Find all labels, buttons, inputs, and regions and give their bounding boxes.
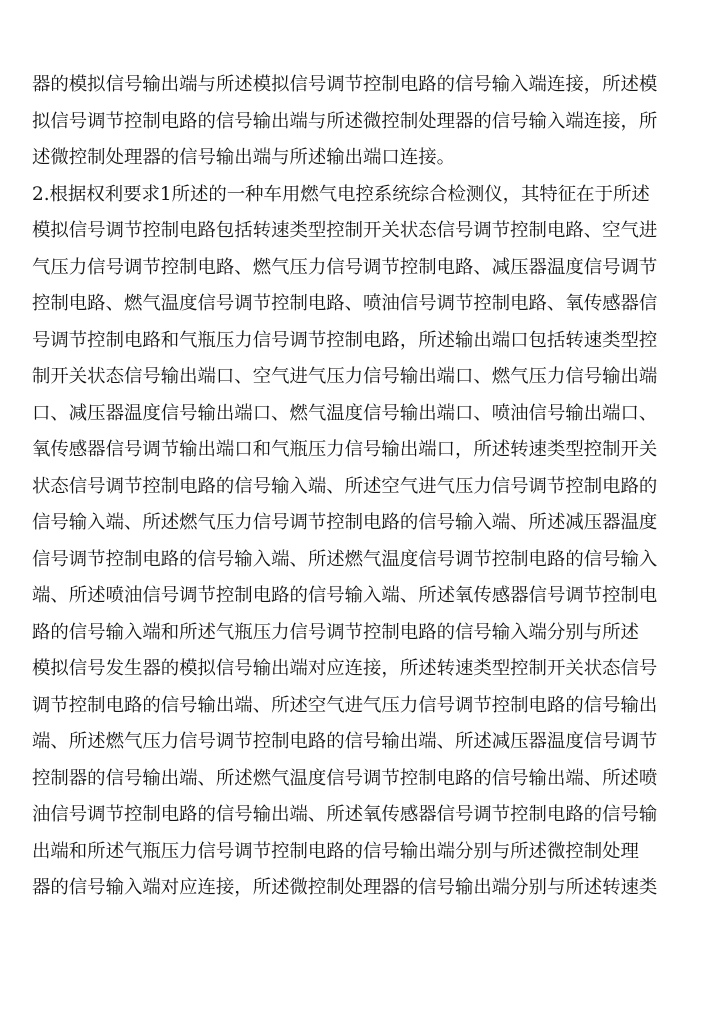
text-line: 控制器的信号输出端、所述燃气温度信号调节控制电路的信号输出端、所述喷 [32,767,658,789]
claim-2-first-line: 2.根据权利要求1所述的一种车用燃气电控系统综合检测仪，其特征在于所述 [32,183,650,205]
text-line: 号调节控制电路和气瓶压力信号调节控制电路，所述输出端口包括转速类型控 [32,329,658,351]
text-line: 状态信号调节控制电路的信号输入端、所述空气进气压力信号调节控制电路的 [32,475,658,497]
text-line: 出端和所述气瓶压力信号调节控制电路的信号输出端分别与所述微控制处理 [32,840,639,862]
text-line: 端、所述喷油信号调节控制电路的信号输入端、所述氧传感器信号调节控制电 [32,585,658,606]
text-line: 器的信号输入端对应连接，所述微控制处理器的信号输出端分别与所述转速类 [32,877,658,898]
text-line: 器的模拟信号输出端与所述模拟信号调节控制电路的信号输入端连接，所述模 [32,74,658,95]
text-line: 信号调节控制电路的信号输入端、所述燃气温度信号调节控制电路的信号输入 [32,548,658,570]
text-line: 模拟信号发生器的模拟信号输出端对应连接，所述转速类型控制开关状态信号 [32,658,658,679]
text-line: 制开关状态信号输出端口、空气进气压力信号输出端口、燃气压力信号输出端 [32,366,658,387]
text-line: 油信号调节控制电路的信号输出端、所述氧传感器信号调节控制电路的信号输 [32,804,658,825]
text-line: 拟信号调节控制电路的信号输出端与所述微控制处理器的信号输入端连接，所 [32,110,658,132]
text-line: 模拟信号调节控制电路包括转速类型控制开关状态信号调节控制电路、空气进 [32,220,658,241]
text-line: 口、减压器温度信号输出端口、燃气温度信号输出端口、喷油信号输出端口、 [32,402,658,424]
text-line: 路的信号输入端和所述气瓶压力信号调节控制电路的信号输入端分别与所述 [32,621,639,643]
text-line: 氧传感器信号调节输出端口和气瓶压力信号输出端口，所述转速类型控制开关 [32,439,658,460]
text-line: 端、所述燃气压力信号调节控制电路的信号输出端、所述减压器温度信号调节 [32,731,658,752]
text-line: 气压力信号调节控制电路、燃气压力信号调节控制电路、减压器温度信号调节 [32,256,658,278]
text-line: 信号输入端、所述燃气压力信号调节控制电路的信号输入端、所述减压器温度 [32,512,658,533]
text-line: 述微控制处理器的信号输出端与所述输出端口连接。 [32,147,455,168]
claims-text-block [32,67,694,907]
text-line: 控制电路、燃气温度信号调节控制电路、喷油信号调节控制电路、氧传感器信 [32,293,658,314]
text-line: 调节控制电路的信号输出端、所述空气进气压力信号调节控制电路的信号输出 [32,694,658,716]
